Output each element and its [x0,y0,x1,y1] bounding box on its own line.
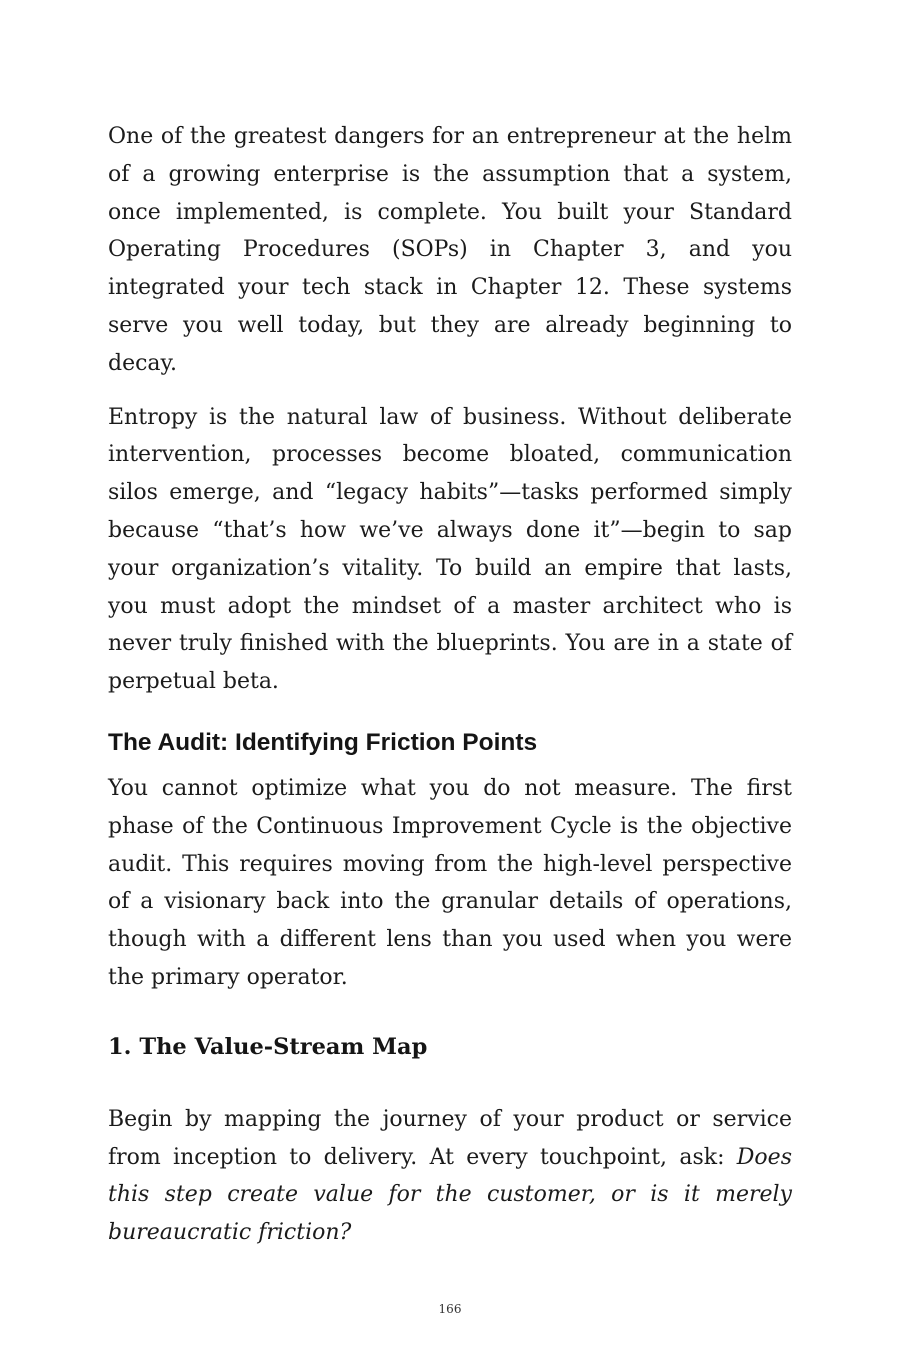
subsection-heading: 1. The Value-Stream Map [108,1033,428,1060]
paragraph-value-stream-text: Begin by mapping the journey of your product or service from inception to delivery. At every touchpoint, ask: [108,1106,792,1170]
paragraph-entropy: Entropy is the natural law of business. Without deliberate intervention, processes become bloated, communication silos emerge, and “legacy habits”—tasks performed simply because “that’s how we’ve always done it”—begin to sap your organization’s vitality. To build an empire that lasts, you must adopt the mindset of a master architect who is never truly finished with the blueprints. You are in a state of perpetual beta. [108,404,792,695]
paragraph-audit: You cannot optimize what you do not measure. The first phase of the Continuous Improvement Cycle is the objective audit. This requires moving from the high-level perspective of a visionary back into the granular details of operations, though with a different lens than you used when you were the primary operator. [108,775,792,990]
paragraph-value-stream-question: Does this step create value for the customer, or is it merely bureaucratic friction? [108,1144,792,1246]
paragraph-intro: One of the greatest dangers for an entrepreneur at the helm of a growing enterprise is the assumption that a system, once implemented, is complete. You built your Standard Operating Procedures (SOPs) in Chapter 3, and you integrated your tech stack in Chapter 12. These systems serve you well today, but they are already beginning to decay. [108,124,792,376]
page-body [108,118,792,1252]
paragraph-value-stream [108,1101,792,1252]
page-number: 166 [438,1302,462,1316]
section-heading: The Audit: Identifying Friction Points [108,728,538,756]
